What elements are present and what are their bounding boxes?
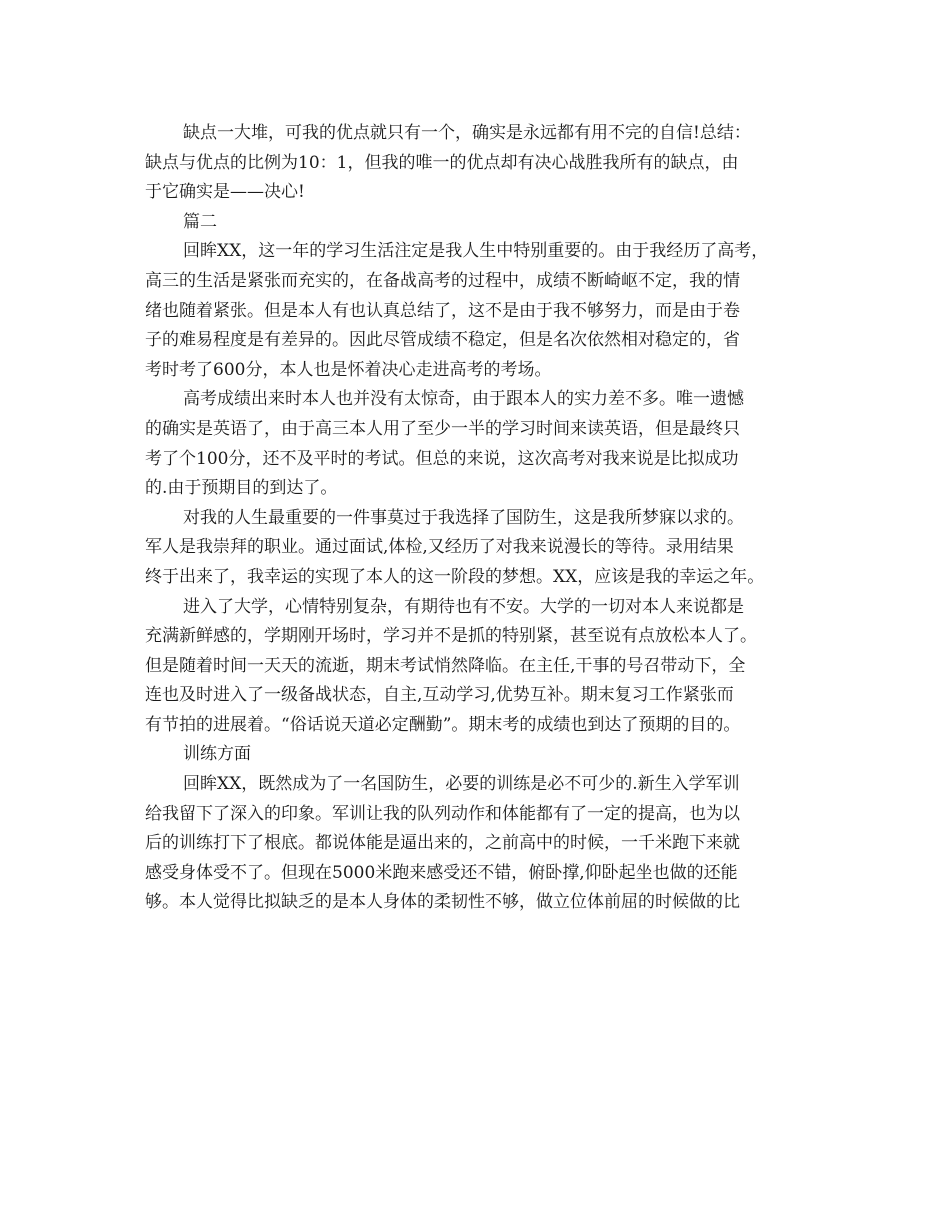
text-line: 充满新鲜感的，学期刚开场时，学习并不是抓的特别紧，甚至说有点放松本人了。: [145, 626, 757, 647]
text-line: 后的训练打下了根底。都说体能是逼出来的，之前高中的时候，一千米跑下来就: [145, 833, 740, 854]
document-body: [145, 119, 805, 918]
text-line: 进入了大学，心情特别复杂，有期待也有不安。大学的一切对本人来说都是: [183, 596, 744, 617]
text-line: 缺点一大堆，可我的优点就只有一个，确实是永远都有用不完的自信!总结：: [183, 123, 751, 143]
text-line: 终于出来了，我幸运的实现了本人的这一阶段的梦想。XX，应该是我的幸运之年。: [145, 566, 765, 587]
text-line: 的确实是英语了，由于高三本人用了至少一半的学习时间来读英语，但是最终只: [145, 418, 740, 439]
text-line: 子的难易程度是有差异的。因此尽管成绩不稳定，但是名次依然相对稳定的，省: [145, 330, 740, 351]
text-line: 回眸XX，既然成为了一名国防生，必要的训练是必不可少的.新生入学军训: [183, 774, 740, 795]
text-line: 训练方面: [183, 744, 251, 765]
text-line: 高三的生活是紧张而充实的，在备战高考的过程中，成绩不断崎岖不定，我的情: [145, 270, 740, 291]
text-line: 对我的人生最重要的一件事莫过于我选择了国防生，这是我所梦寐以求的。: [183, 507, 744, 528]
text-line: 篇二: [183, 211, 217, 232]
text-line: 高考成绩出来时本人也并没有太惊奇，由于跟本人的实力差不多。唯一遗憾: [183, 389, 744, 410]
text-line: 军人是我崇拜的职业。通过面试,体检,又经历了对我来说漫长的等待。录用结果: [145, 537, 734, 558]
text-line: 感受身体受不了。但现在5000米跑来感受还不错，俯卧撑,仰卧起坐也做的还能: [145, 862, 738, 883]
text-line: 回眸XX，这一年的学习生活注定是我人生中特别重要的。由于我经历了高考，: [183, 241, 769, 262]
text-line: 够。本人觉得比拟缺乏的是本人身体的柔韧性不够，做立位体前屈的时候做的比: [145, 892, 740, 913]
text-line: 给我留下了深入的印象。军训让我的队列动作和体能都有了一定的提高，也为以: [145, 803, 740, 824]
text-line: 缺点与优点的比例为10：1，但我的唯一的优点却有决心战胜我所有的缺点，由: [145, 152, 739, 173]
text-line: 连也及时进入了一级备战状态，自主,互动学习,优势互补。期末复习工作紧张而: [145, 685, 734, 706]
text-line: 于它确实是——决心!: [145, 182, 305, 203]
text-line: 的.由于预期目的到达了。: [145, 478, 338, 499]
text-line: 考时考了600分，本人也是怀着决心走进高考的考场。: [145, 359, 552, 380]
text-line: 绪也随着紧张。但是本人有也认真总结了，这不是由于我不够努力，而是由于卷: [145, 300, 740, 321]
text-line: 考了个100分，还不及平时的考试。但总的来说，这次高考对我来说是比拟成功: [145, 448, 739, 469]
text-line: 但是随着时间一天天的流逝，期末考试悄然降临。在主任,干事的号召带动下，全: [145, 655, 746, 676]
text-line: 有节拍的进展着。“俗话说天道必定酬勤”。期末考的成绩也到达了预期的目的。: [145, 714, 741, 735]
